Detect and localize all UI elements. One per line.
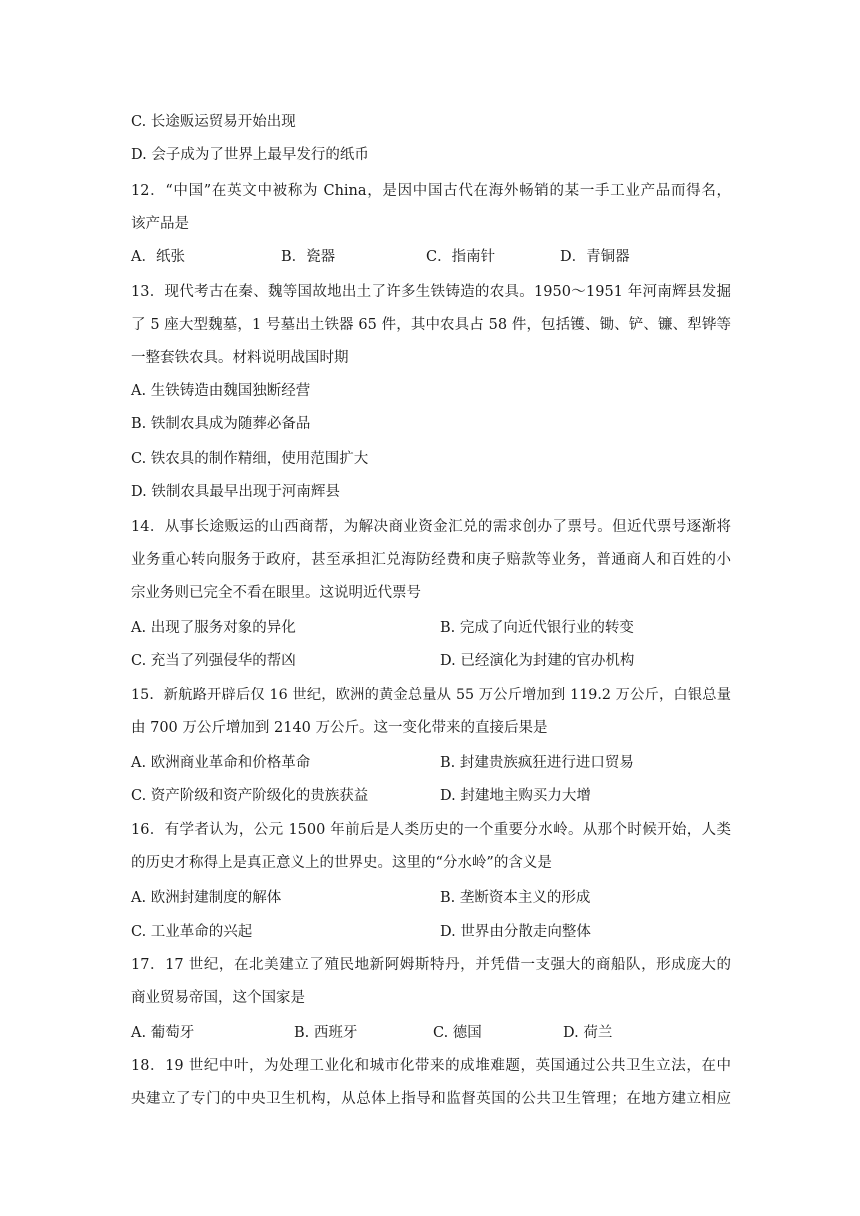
q17-option-a: A. 葡萄牙 — [131, 1025, 195, 1041]
q13-option-b: B. 铁制农具成为随葬必备品 — [131, 416, 311, 432]
q14-option-d: D. 已经演化为封建的官办机构 — [440, 653, 635, 669]
q14-option-c: C. 充当了列强侵华的帮凶 — [131, 653, 296, 669]
q11-option-d: D. 会子成为了世界上最早发行的纸币 — [131, 147, 369, 163]
q14-option-b: B. 完成了向近代银行业的转变 — [440, 620, 634, 636]
q13-option-d: D. 铁制农具最早出现于河南辉县 — [131, 484, 340, 500]
q14-stem-line-1: 14．从事长途贩运的山西商帮，为解决商业资金汇兑的需求创办了票号。但近代票号逐渐将 — [131, 519, 731, 535]
q15-option-a: A. 欧洲商业革命和价格革命 — [131, 755, 311, 771]
q13-stem-line-1: 13．现代考古在秦、魏等国故地出土了许多生铁铸造的农具。1950～1951 年河南辉县发掘 — [131, 284, 731, 300]
q12-stem-line-1: 12．“中国”在英文中被称为 China，是因中国古代在海外畅销的某一手工业产品而得名， — [131, 183, 731, 199]
q17-option-d: D. 荷兰 — [563, 1025, 613, 1041]
q15-option-d: D. 封建地主购买力大增 — [440, 788, 591, 804]
q12-stem-line-2: 该产品是 — [131, 216, 189, 232]
q15-stem-line-1: 15．新航路开辟后仅 16 世纪，欧洲的黄金总量从 55 万公斤增加到 119.2 万公斤，白银总量 — [131, 687, 731, 703]
q16-stem-line-1: 16．有学者认为，公元 1500 年前后是人类历史的一个重要分水岭。从那个时候开始，人类 — [131, 822, 731, 838]
q17-stem-line-2: 商业贸易帝国，这个国家是 — [131, 990, 305, 1006]
q12-option-c: C．指南针 — [426, 249, 496, 265]
q15-option-c: C. 资产阶级和资产阶级化的贵族获益 — [131, 788, 369, 804]
q17-option-b: B. 西班牙 — [294, 1025, 358, 1041]
q17-stem-line-1: 17．17 世纪，在北美建立了殖民地新阿姆斯特丹，并凭借一支强大的商船队，形成庞大的 — [131, 957, 731, 973]
q13-option-a: A. 生铁铸造由魏国独断经营 — [131, 383, 311, 399]
q13-stem-line-2: 了 5 座大型魏墓，1 号墓出土铁器 65 件，其中农具占 58 件，包括镬、锄、铲、镰、犁铧等 — [131, 317, 731, 333]
q16-option-c: C. 工业革命的兴起 — [131, 924, 253, 940]
q14-stem-line-3: 宗业务则已完全不看在眼里。这说明近代票号 — [131, 585, 421, 601]
q11-option-c: C. 长途贩运贸易开始出现 — [131, 114, 296, 130]
q15-option-b: B. 封建贵族疯狂进行进口贸易 — [440, 755, 634, 771]
q16-option-d: D. 世界由分散走向整体 — [440, 924, 591, 940]
q12-option-b: B．瓷器 — [281, 249, 336, 265]
q14-stem-line-2: 业务重心转向服务于政府，甚至承担汇兑海防经费和庚子赔款等业务，普通商人和百姓的小 — [131, 552, 731, 568]
q16-stem-line-2: 的历史才称得上是真正意义上的世界史。这里的“分水岭”的含义是 — [131, 855, 552, 871]
q16-option-a: A. 欧洲封建制度的解体 — [131, 890, 282, 906]
q18-stem-line-1: 18．19 世纪中叶，为处理工业化和城市化带来的成堆难题，英国通过公共卫生立法，在中 — [131, 1058, 731, 1074]
q12-option-a: A．纸张 — [131, 249, 185, 265]
q13-stem-line-3: 一整套铁农具。材料说明战国时期 — [131, 350, 349, 366]
q16-option-b: B. 垄断资本主义的形成 — [440, 890, 591, 906]
q13-option-c: C. 铁农具的制作精细，使用范围扩大 — [131, 451, 369, 467]
q14-option-a: A. 出现了服务对象的异化 — [131, 620, 296, 636]
q17-option-c: C. 德国 — [433, 1025, 482, 1041]
q12-option-d: D．青铜器 — [560, 249, 630, 265]
q15-stem-line-2: 由 700 万公斤增加到 2140 万公斤。这一变化带来的直接后果是 — [131, 720, 548, 736]
q18-stem-line-2: 央建立了专门的中央卫生机构，从总体上指导和监督英国的公共卫生管理；在地方建立相应 — [131, 1091, 731, 1107]
